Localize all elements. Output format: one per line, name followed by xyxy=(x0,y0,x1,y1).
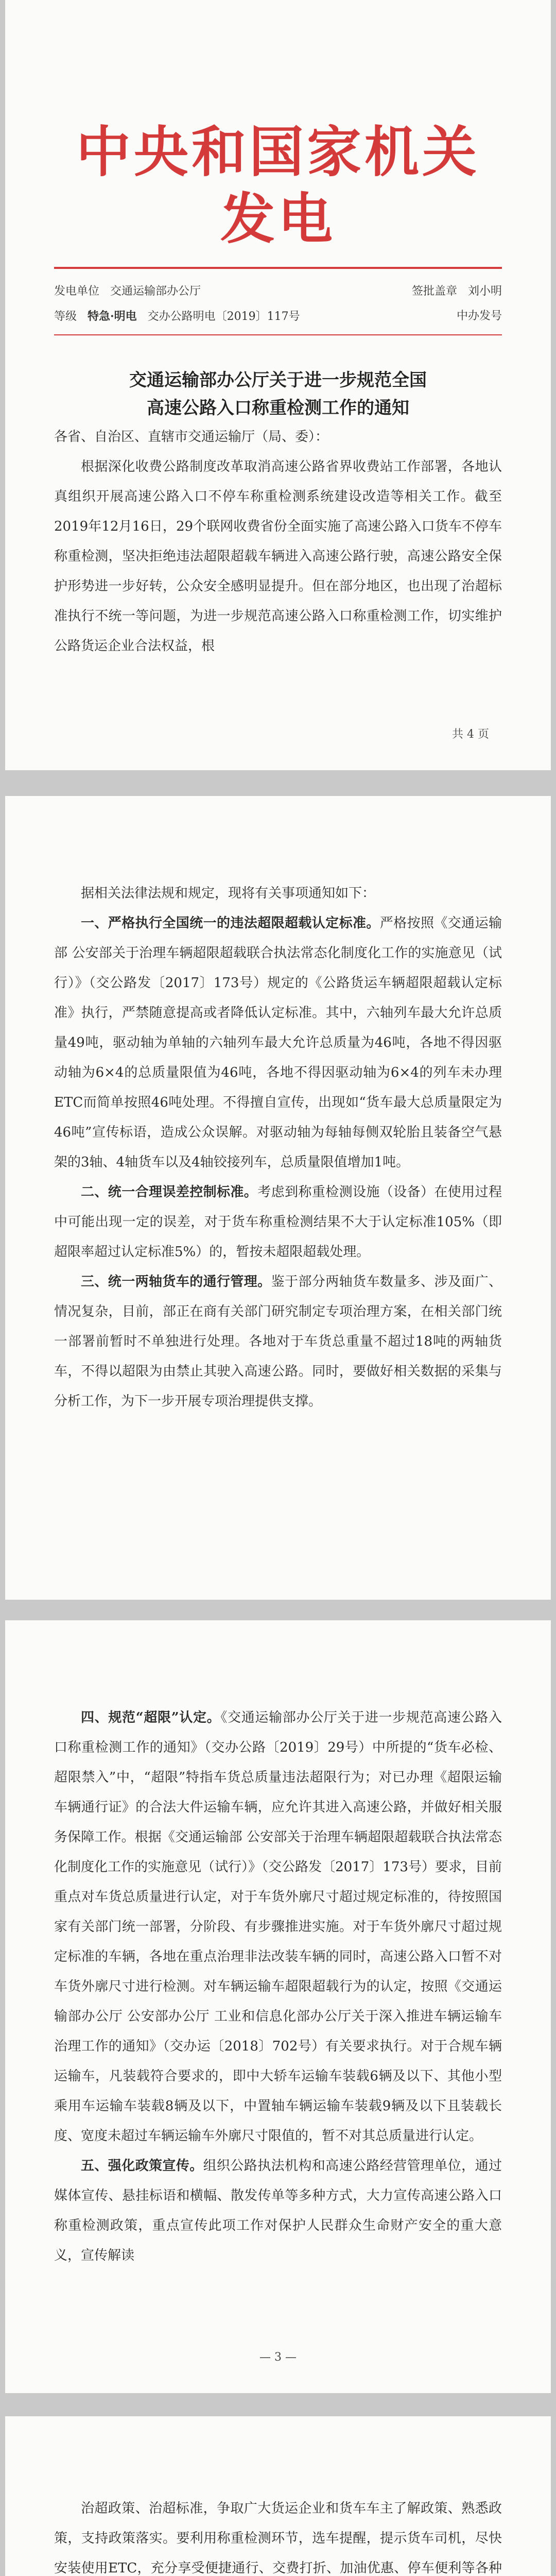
intro-paragraph: 根据深化收费公路制度改革取消高速公路省界收费站工作部署，各地认真组织开展高速公路入口不停车称重检测系统建设改造等相关工作。截至2019年12月16日，29个联网收费省份全面实施了高速公路入口货车不停车称重检测，坚决拒绝违法超限超载车辆进入高速公路行驶，高速公路安全保护形势进一步好转，公众安全感明显提升。但在部分地区，也出现了治超标准执行不统一等问题，为进一步规范高速公路入口称重检测工作，切实维护公路货运企业合法权益，根 xyxy=(54,459,502,654)
section-2 xyxy=(54,1177,502,1267)
page-4-continuation: 治超政策、治超标准，争取广大货运企业和货车车主了解政策、熟悉政策，支持政策落实。要利用称重检测环节，选车提醒，提示货车司机，尽快安装使用ETC，充分享受便捷通行、交费打折、加油优惠、停车便利等各种 xyxy=(54,2501,502,2576)
signer-label: 签批盖章 xyxy=(411,285,457,298)
salutation: 各省、自治区、直辖市交通运输厅（局、委）： xyxy=(54,429,329,445)
section-1-text: 严格按照《交通运输部 公安部关于治理车辆超限超载联合执法常态化制度化工作的实施意见（试行）》（交公路发〔2017〕173号）规定的《公路货运车辆超限超载认定标准》执行，严禁随意提高或者降低认定标准。其中，六轴列车最大允许总质量49吨，驱动轴为单轴的六轴列车最大允许总质量为46吨，各地不得因驱动轴为6×4的总质量限值为46吨，各地不得因驱动轴为6×4的列车未办理ETC而简单按照46吨处理。不得擅自宣传，出现如“货车最大总质量限定为46吨”宣传标语，造成公众误解。对驱动轴为每轴每侧双轮胎且装备空气悬架的3轴、4轴货车以及4轴铰接列车，总质量限值增加1吨。 xyxy=(54,916,502,1170)
section-4-text: 《交通运输部办公厅关于进一步规范高速公路入口称重检测工作的通知》（交办公路〔2019〕29号）中所提的“货车必检、超限禁入”中，“超限”特指车货总质量违法超限行为；对已办理《超限运输车辆通行证》的合法大件运输车辆，应允许其进入高速公路，并做好相关服务保障工作。根据《交通运输部 公安部关于治理车辆超限超载联合执法常态化制度化工作的实施意见（试行）》（交公路发〔2017〕173号）要求，目前重点对车货总质量进行认定，对于车货外廓尺寸超过规定标准的，待按照国家有关部门统一部署，分阶段、有步骤推进实施。对于车货外廓尺寸超过规定标准的车辆，各地在重点治理非法改装车辆的同时，高速公路入口暂不对车货外廓尺寸进行检测。对车辆运输车超限超载行为的认定，按照《交通运输部办公厅 公安部办公厅 工业和信息化部办公厅关于深入推进车辆运输车治理工作的通知》（交办运〔2018〕702号）有关要求执行。对于合规车辆运输车，凡装载符合要求的，即中大轿车运输车装载6辆及以下、其他小型乘用车运输车装载8辆及以下，中置轴车辆运输车装载9辆及以下且装载长度、宽度未超过车辆运输车外廓尺寸限值的，暂不对其总质量进行认定。 xyxy=(54,1710,502,2144)
sender-label: 发电单位 xyxy=(54,285,100,298)
section-1 xyxy=(54,908,502,1177)
section-3-heading: 三、统一两轴货车的通行管理。 xyxy=(81,1274,271,1290)
grade-value: 特急·明电 xyxy=(88,310,137,323)
section-4 xyxy=(54,1703,502,2151)
meta-row-grade xyxy=(54,304,502,329)
section-4-heading: 四、规范“超限”认定。 xyxy=(81,1710,221,1725)
section-3-text: 鉴于部分两轴货车数量多、涉及面广、情况复杂，目前，部正在商有关部门研究制定专项治理方案，在相关部门统一部署前暂时不单独进行处理。各地对于车货总重量不超过18吨的两轴货车，不得以超限为由禁止其驶入高速公路。同时，要做好相关数据的采集与分析工作，为下一步开展专项治理提供支撑。 xyxy=(54,1274,502,1409)
doc-number: 交办公路明电〔2019〕117号 xyxy=(147,310,300,323)
fax-label: 中办发号 xyxy=(456,310,502,323)
meta-rule xyxy=(54,334,502,335)
meta-row-sender xyxy=(54,279,502,304)
section-5 xyxy=(54,2151,502,2270)
page-1-number: 共 4 页 xyxy=(452,728,489,741)
signer-value: 刘小明 xyxy=(467,285,502,298)
page-3-number: — 3 — xyxy=(259,2351,297,2364)
notice-title xyxy=(54,366,502,422)
section-2-heading: 二、统一合理误差控制标准。 xyxy=(81,1184,258,1200)
section-5-text: 组织公路执法机构和高速公路经营管理单位，通过媒体宣传、悬挂标语和横幅、散发传单等多种方式，大力宣传高速公路入口称重检测政策，重点宣传此项工作对保护人民群众生命财产安全的重大意义，宣传解读 xyxy=(54,2158,502,2263)
section-1-heading: 一、严格执行全国统一的违法超限超载认定标准。 xyxy=(81,916,380,931)
page-1 xyxy=(5,0,551,770)
page-4 xyxy=(5,2416,551,2576)
grade-label: 等级 xyxy=(54,310,77,323)
page-2-continuation: 据相关法律法规和规定，现将有关事项通知如下： xyxy=(81,886,376,901)
doc-header-title: 中央和国家机关发电 xyxy=(76,120,480,251)
section-5-heading: 五、强化政策宣传。 xyxy=(81,2158,203,2174)
page-3 xyxy=(5,1620,551,2393)
notice-title-line2: 高速公路入口称重检测工作的通知 xyxy=(147,398,409,418)
page-2 xyxy=(5,796,551,1600)
header-red-rule xyxy=(54,267,502,269)
section-3 xyxy=(54,1267,502,1416)
sender-value: 交通运输部办公厅 xyxy=(110,285,201,298)
notice-title-line1: 交通运输部办公厅关于进一步规范全国 xyxy=(129,370,427,391)
section-2-text: 考虑到称重检测设施（设备）在使用过程中可能出现一定的误差，对于货车称重检测结果不大于认定标准105%（即超限率超过认定标准5%）的，暂按未超限超载处理。 xyxy=(54,1184,502,1260)
